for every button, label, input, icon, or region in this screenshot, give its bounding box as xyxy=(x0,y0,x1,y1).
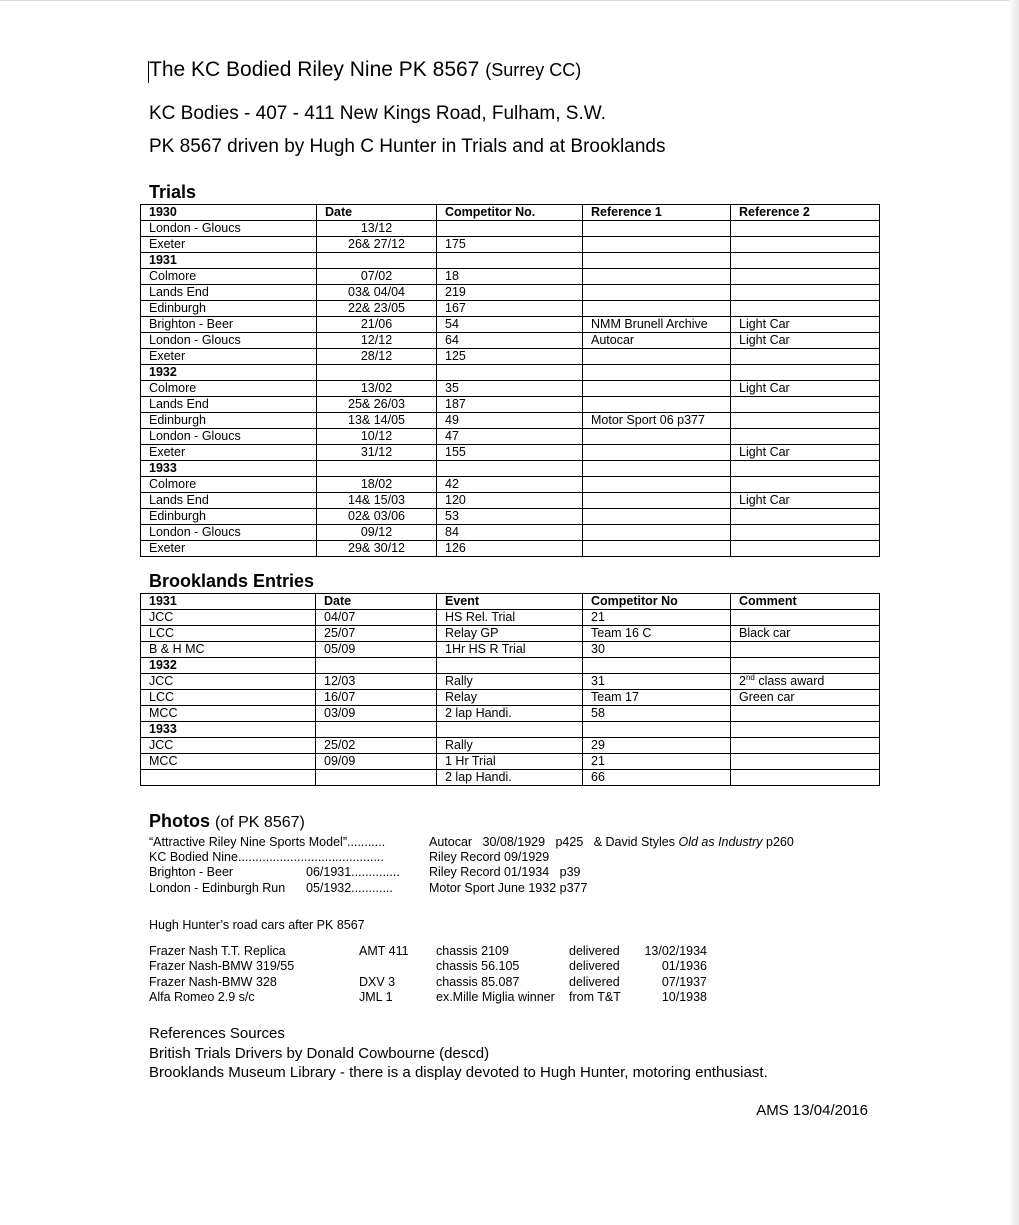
trials-cell: Light Car xyxy=(731,445,880,461)
trials-cell: 22& 23/05 xyxy=(317,301,437,317)
trials-cell: 14& 15/03 xyxy=(317,493,437,509)
trials-cell xyxy=(583,493,731,509)
trials-cell xyxy=(583,509,731,525)
trials-cell: Brighton - Beer xyxy=(141,317,317,333)
trials-cell xyxy=(731,413,880,429)
photo-reference xyxy=(429,835,794,849)
brooklands-cell: 1 Hr Trial xyxy=(437,754,583,770)
brooklands-cell: 21 xyxy=(583,754,731,770)
trials-heading: Trials xyxy=(149,182,197,202)
brooklands-cell: 2 lap Handi. xyxy=(437,770,583,786)
brooklands-cell xyxy=(731,754,880,770)
trials-row xyxy=(141,461,880,477)
trials-cell xyxy=(731,285,880,301)
road-car-cell: 13/02/1934 xyxy=(644,944,707,958)
trials-cell: 25& 26/03 xyxy=(317,397,437,413)
brooklands-cell: 1932 xyxy=(141,658,316,674)
trials-cell: Autocar xyxy=(583,333,731,349)
trials-cell: 13& 14/05 xyxy=(317,413,437,429)
brooklands-cell: 16/07 xyxy=(316,690,437,706)
trials-cell xyxy=(731,269,880,285)
brooklands-header-cell: Date xyxy=(316,594,437,610)
trials-row xyxy=(141,541,880,557)
brooklands-row xyxy=(141,642,880,658)
brooklands-cell xyxy=(583,722,731,738)
brooklands-cell: 30 xyxy=(583,642,731,658)
brooklands-cell: 1Hr HS R Trial xyxy=(437,642,583,658)
road-car-cell: Frazer Nash-BMW 319/55 xyxy=(149,959,295,973)
trials-header-cell: Reference 2 xyxy=(731,205,880,221)
brooklands-cell: 09/09 xyxy=(316,754,437,770)
trials-cell xyxy=(731,477,880,493)
trials-cell xyxy=(731,525,880,541)
trials-cell xyxy=(583,461,731,477)
brooklands-cell: 66 xyxy=(583,770,731,786)
trials-row xyxy=(141,493,880,509)
trials-cell xyxy=(731,349,880,365)
brooklands-cell: JCC xyxy=(141,610,316,626)
trials-cell: Edinburgh xyxy=(141,509,317,525)
trials-cell: Lands End xyxy=(141,285,317,301)
trials-cell: 28/12 xyxy=(317,349,437,365)
award-sup: nd xyxy=(745,673,755,682)
title-sub: (Surrey CC) xyxy=(485,60,582,80)
trials-cell: Lands End xyxy=(141,493,317,509)
trials-cell: 21/06 xyxy=(317,317,437,333)
brooklands-table xyxy=(140,593,880,786)
trials-cell: 1931 xyxy=(141,253,317,269)
award-num: 2 xyxy=(739,674,746,688)
trials-cell xyxy=(583,285,731,301)
page-top-border xyxy=(0,0,1019,1)
trials-cell xyxy=(583,477,731,493)
trials-cell: 49 xyxy=(437,413,583,429)
trials-cell: Light Car xyxy=(731,493,880,509)
trials-cell: 26& 27/12 xyxy=(317,237,437,253)
trials-cell: 167 xyxy=(437,301,583,317)
trials-cell: 155 xyxy=(437,445,583,461)
trials-cell: 125 xyxy=(437,349,583,365)
trials-cell: 64 xyxy=(437,333,583,349)
trials-cell xyxy=(583,221,731,237)
road-car-cell: delivered xyxy=(569,944,620,958)
trials-header-cell: Reference 1 xyxy=(583,205,731,221)
trials-cell xyxy=(583,429,731,445)
trials-cell: Lands End xyxy=(141,397,317,413)
brooklands-cell: 25/02 xyxy=(316,738,437,754)
trials-cell: Light Car xyxy=(731,333,880,349)
brooklands-cell: Rally xyxy=(437,674,583,690)
trials-row xyxy=(141,365,880,381)
trials-cell xyxy=(583,365,731,381)
trials-cell: Colmore xyxy=(141,269,317,285)
photo-ref-text: Motor Sport June 1932 p377 xyxy=(429,881,588,895)
road-car-cell: JML 1 xyxy=(359,990,393,1004)
brooklands-cell: 03/09 xyxy=(316,706,437,722)
road-car-cell: delivered xyxy=(569,975,620,989)
trials-cell: Colmore xyxy=(141,381,317,397)
trials-cell: 84 xyxy=(437,525,583,541)
trials-header-cell: Competitor No. xyxy=(437,205,583,221)
photo-source: “Attractive Riley Nine Sports Model”........... xyxy=(149,835,386,849)
brooklands-heading: Brooklands Entries xyxy=(149,571,315,591)
trials-cell: 126 xyxy=(437,541,583,557)
road-car-cell: chassis 85.087 xyxy=(436,975,520,989)
road-car-cell: chassis 56.105 xyxy=(436,959,520,973)
trials-cell xyxy=(731,221,880,237)
trials-cell xyxy=(731,237,880,253)
trials-cell xyxy=(583,269,731,285)
brooklands-cell xyxy=(731,722,880,738)
brooklands-cell xyxy=(731,738,880,754)
trials-cell: 53 xyxy=(437,509,583,525)
brooklands-cell: Relay xyxy=(437,690,583,706)
brooklands-cell: HS Rel. Trial xyxy=(437,610,583,626)
brooklands-cell xyxy=(316,658,437,674)
photo-source: London - Edinburgh Run xyxy=(149,881,286,895)
trials-row xyxy=(141,349,880,365)
trials-cell: 219 xyxy=(437,285,583,301)
brooklands-cell: LCC xyxy=(141,626,316,642)
trials-cell: Edinburgh xyxy=(141,301,317,317)
brooklands-row xyxy=(141,706,880,722)
brooklands-cell xyxy=(731,770,880,786)
trials-row xyxy=(141,413,880,429)
trials-cell xyxy=(583,445,731,461)
trials-cell xyxy=(583,253,731,269)
road-car-cell: Alfa Romeo 2.9 s/c xyxy=(149,990,255,1004)
trials-cell: London - Gloucs xyxy=(141,333,317,349)
trials-header-cell: Date xyxy=(317,205,437,221)
trials-cell xyxy=(731,429,880,445)
brooklands-cell: 12/03 xyxy=(316,674,437,690)
trials-table xyxy=(140,204,880,557)
trials-cell: Light Car xyxy=(731,381,880,397)
trials-cell: 42 xyxy=(437,477,583,493)
trials-row xyxy=(141,525,880,541)
road-car-cell: 07/1937 xyxy=(661,975,707,989)
road-car-cell: chassis 2109 xyxy=(436,944,509,958)
trials-row xyxy=(141,397,880,413)
brooklands-cell: MCC xyxy=(141,754,316,770)
trials-row xyxy=(141,253,880,269)
trials-cell: Exeter xyxy=(141,349,317,365)
trials-cell xyxy=(583,301,731,317)
trials-cell xyxy=(317,365,437,381)
trials-cell xyxy=(583,349,731,365)
brooklands-cell: 25/07 xyxy=(316,626,437,642)
trials-cell xyxy=(437,365,583,381)
photo-source: Brighton - Beer xyxy=(149,865,234,879)
trials-cell xyxy=(731,365,880,381)
references-heading: References Sources xyxy=(149,1025,285,1042)
trials-cell: 09/12 xyxy=(317,525,437,541)
brooklands-row xyxy=(141,674,880,690)
photo-ref-italic: Old as Industry xyxy=(678,835,763,849)
photos-subtitle: (of PK 8567) xyxy=(215,814,305,831)
brooklands-cell xyxy=(731,658,880,674)
brooklands-cell xyxy=(141,770,316,786)
photo-ref-text: Autocar 30/08/1929 p425 & David Styles xyxy=(429,835,679,849)
brooklands-row xyxy=(141,658,880,674)
trials-cell: 29& 30/12 xyxy=(317,541,437,557)
brooklands-cell: Team 17 xyxy=(583,690,731,706)
brooklands-row xyxy=(141,610,880,626)
road-car-cell: DXV 3 xyxy=(359,975,396,989)
trials-row xyxy=(141,221,880,237)
signature: AMS 13/04/2016 xyxy=(756,1102,868,1119)
page-right-shadow xyxy=(1009,0,1019,1225)
trials-cell: 31/12 xyxy=(317,445,437,461)
photo-reference xyxy=(429,881,587,895)
trials-cell: 03& 04/04 xyxy=(317,285,437,301)
brooklands-cell: MCC xyxy=(141,706,316,722)
title-main: The KC Bodied Riley Nine PK 8567 xyxy=(149,58,480,81)
trials-row xyxy=(141,301,880,317)
photo-date: 05/1932............ xyxy=(306,881,393,895)
brooklands-cell: 1933 xyxy=(141,722,316,738)
brooklands-cell xyxy=(437,658,583,674)
trials-cell: London - Gloucs xyxy=(141,429,317,445)
trials-cell: 18 xyxy=(437,269,583,285)
trials-row xyxy=(141,477,880,493)
road-car-cell: AMT 411 xyxy=(359,944,409,958)
trials-cell: Edinburgh xyxy=(141,413,317,429)
brooklands-cell: Green car xyxy=(731,690,880,706)
road-car-cell: 01/1936 xyxy=(661,959,707,973)
trials-cell xyxy=(317,461,437,477)
trials-cell xyxy=(437,253,583,269)
brooklands-row xyxy=(141,738,880,754)
photo-date: 06/1931.............. xyxy=(306,865,400,879)
trials-cell: London - Gloucs xyxy=(141,221,317,237)
road-cars-heading: Hugh Hunter’s road cars after PK 8567 xyxy=(149,918,365,932)
brooklands-cell: 31 xyxy=(583,674,731,690)
trials-cell: NMM Brunell Archive xyxy=(583,317,731,333)
road-car-cell: Frazer Nash T.T. Replica xyxy=(149,944,286,958)
trials-cell xyxy=(437,221,583,237)
trials-cell: Exeter xyxy=(141,445,317,461)
reference-line-2: Brooklands Museum Library - there is a display devoted to Hugh Hunter, motoring enthusiast. xyxy=(149,1064,768,1081)
photo-ref-tail: p260 xyxy=(762,835,794,849)
brooklands-cell: Black car xyxy=(731,626,880,642)
trials-cell: Exeter xyxy=(141,541,317,557)
trials-cell: 175 xyxy=(437,237,583,253)
trials-cell xyxy=(731,397,880,413)
trials-cell: 07/02 xyxy=(317,269,437,285)
trials-cell: Colmore xyxy=(141,477,317,493)
brooklands-cell xyxy=(316,770,437,786)
road-car-cell: Frazer Nash-BMW 328 xyxy=(149,975,277,989)
trials-cell: Motor Sport 06 p377 xyxy=(583,413,731,429)
brooklands-cell xyxy=(316,722,437,738)
trials-cell xyxy=(583,237,731,253)
brooklands-header-cell: Event xyxy=(437,594,583,610)
photo-ref-text: Riley Record 09/1929 xyxy=(429,850,550,864)
trials-cell: 120 xyxy=(437,493,583,509)
trials-cell: 1932 xyxy=(141,365,317,381)
trials-cell: 13/02 xyxy=(317,381,437,397)
trials-cell xyxy=(731,301,880,317)
trials-cell: 1933 xyxy=(141,461,317,477)
trials-row xyxy=(141,381,880,397)
award-rest: class award xyxy=(754,674,825,688)
brooklands-cell xyxy=(731,706,880,722)
brooklands-row xyxy=(141,626,880,642)
trials-cell xyxy=(731,461,880,477)
reference-line-1: British Trials Drivers by Donald Cowbourne (descd) xyxy=(149,1045,490,1062)
trials-cell: 10/12 xyxy=(317,429,437,445)
photo-reference xyxy=(429,850,549,864)
address-line: KC Bodies - 407 - 411 New Kings Road, Fulham, S.W. xyxy=(149,103,606,124)
trials-cell: Exeter xyxy=(141,237,317,253)
brooklands-cell: Rally xyxy=(437,738,583,754)
trials-row xyxy=(141,269,880,285)
brooklands-cell xyxy=(731,610,880,626)
trials-cell: Light Car xyxy=(731,317,880,333)
photos-title: Photos xyxy=(149,811,210,831)
trials-cell xyxy=(437,461,583,477)
trials-cell: 02& 03/06 xyxy=(317,509,437,525)
brooklands-row xyxy=(141,722,880,738)
trials-row xyxy=(141,509,880,525)
brooklands-cell: LCC xyxy=(141,690,316,706)
trials-cell xyxy=(583,525,731,541)
trials-cell xyxy=(583,397,731,413)
photos-heading xyxy=(149,811,305,832)
brooklands-cell xyxy=(731,642,880,658)
trials-row xyxy=(141,317,880,333)
brooklands-row xyxy=(141,690,880,706)
trials-cell: 13/12 xyxy=(317,221,437,237)
brooklands-cell: B & H MC xyxy=(141,642,316,658)
trials-cell: 12/12 xyxy=(317,333,437,349)
brooklands-cell: 29 xyxy=(583,738,731,754)
brooklands-header-row xyxy=(141,594,880,610)
brooklands-cell: JCC xyxy=(141,738,316,754)
trials-cell: 47 xyxy=(437,429,583,445)
trials-row xyxy=(141,285,880,301)
trials-cell: 187 xyxy=(437,397,583,413)
brooklands-cell: 21 xyxy=(583,610,731,626)
trials-row xyxy=(141,333,880,349)
road-car-cell: from T&T xyxy=(569,990,621,1004)
road-car-cell: ex.Mille Miglia winner xyxy=(436,990,555,1004)
trials-cell xyxy=(583,381,731,397)
trials-row xyxy=(141,445,880,461)
brooklands-cell: JCC xyxy=(141,674,316,690)
brooklands-header-cell: 1931 xyxy=(141,594,316,610)
trials-cell: 35 xyxy=(437,381,583,397)
brooklands-row xyxy=(141,770,880,786)
brooklands-cell: Team 16 C xyxy=(583,626,731,642)
driver-line: PK 8567 driven by Hugh C Hunter in Trials and at Brooklands xyxy=(149,136,666,157)
brooklands-cell: 04/07 xyxy=(316,610,437,626)
brooklands-cell: 2 lap Handi. xyxy=(437,706,583,722)
trials-cell: 54 xyxy=(437,317,583,333)
trials-row xyxy=(141,237,880,253)
trials-row xyxy=(141,429,880,445)
road-car-cell: delivered xyxy=(569,959,620,973)
photo-source: KC Bodied Nine.......................................... xyxy=(149,850,384,864)
road-car-cell: 10/1938 xyxy=(661,990,707,1004)
brooklands-cell xyxy=(731,674,880,690)
trials-cell xyxy=(731,541,880,557)
trials-cell xyxy=(317,253,437,269)
brooklands-cell xyxy=(437,722,583,738)
trials-cell xyxy=(731,509,880,525)
trials-header-row xyxy=(141,205,880,221)
trials-header-cell: 1930 xyxy=(141,205,317,221)
photo-ref-text: Riley Record 01/1934 p39 xyxy=(429,865,581,879)
trials-cell: London - Gloucs xyxy=(141,525,317,541)
brooklands-cell xyxy=(583,658,731,674)
page-title xyxy=(149,58,581,82)
photo-reference xyxy=(429,865,580,879)
trials-cell xyxy=(731,253,880,269)
brooklands-row xyxy=(141,754,880,770)
brooklands-header-cell: Competitor No xyxy=(583,594,731,610)
brooklands-header-cell: Comment xyxy=(731,594,880,610)
trials-cell: 18/02 xyxy=(317,477,437,493)
brooklands-cell: 05/09 xyxy=(316,642,437,658)
trials-cell xyxy=(583,541,731,557)
brooklands-cell: 58 xyxy=(583,706,731,722)
brooklands-cell: Relay GP xyxy=(437,626,583,642)
